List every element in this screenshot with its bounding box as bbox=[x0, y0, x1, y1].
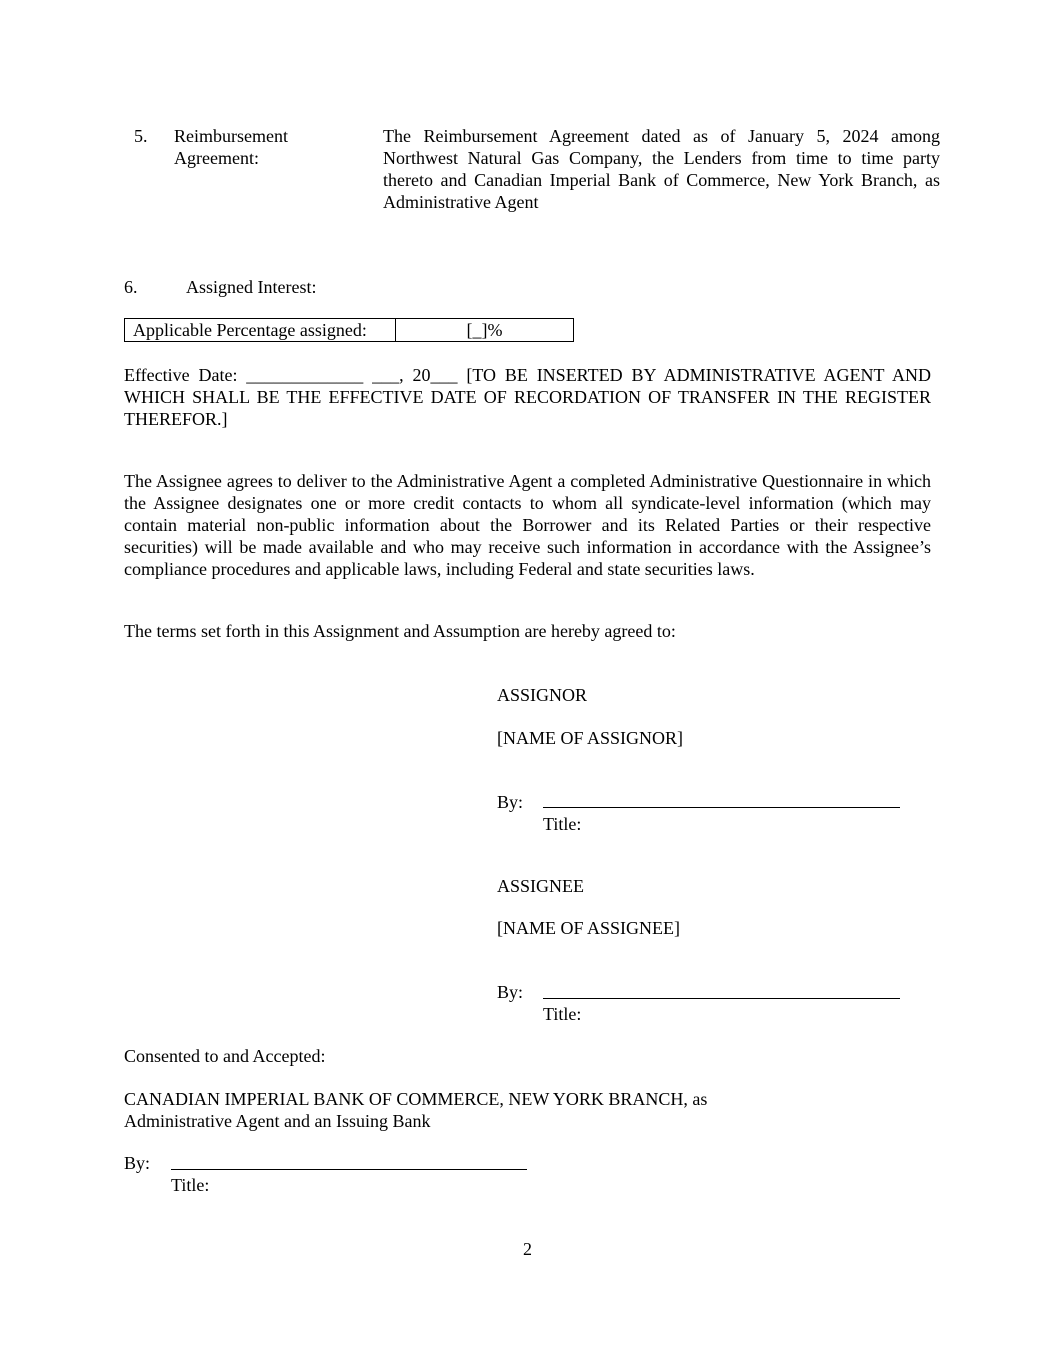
assignee-signature-line bbox=[543, 998, 900, 999]
applicable-percentage-value: [_]% bbox=[396, 319, 574, 342]
effective-date-paragraph: Effective Date: _____________ ___, 20___ [TO BE INSERTED BY ADMINISTRATIVE AGENT AND WHICH SHALL BE THE EFFECTIVE DATE OF RECORDATION OF TRANSFER IN THE REGISTER THEREFOR.] bbox=[124, 365, 931, 429]
consent-heading: Consented to and Accepted: bbox=[124, 1046, 326, 1066]
assignee-by-label: By: bbox=[497, 982, 524, 1002]
item-5-label-line1: Reimbursement bbox=[174, 126, 288, 146]
consent-signature-line bbox=[171, 1169, 527, 1170]
agreed-statement: The terms set forth in this Assignment and Assumption are hereby agreed to: bbox=[124, 621, 676, 641]
item-5-text: The Reimbursement Agreement dated as of January 5, 2024 among Northwest Natural Gas Company, the Lenders from time to time party thereto and Canadian Imperial Bank of Commerce, New York Branch, as Administrative Agent bbox=[383, 126, 940, 212]
applicable-percentage-label: Applicable Percentage assigned: bbox=[125, 319, 396, 342]
item-5-number: 5. bbox=[134, 126, 148, 146]
consent-by-label: By: bbox=[124, 1153, 151, 1173]
item-6-label: Assigned Interest: bbox=[186, 277, 317, 297]
consent-bank-line1: CANADIAN IMPERIAL BANK OF COMMERCE, NEW YORK BRANCH, as bbox=[124, 1089, 708, 1109]
item-5-label-line2: Agreement: bbox=[174, 148, 259, 168]
consent-title-label: Title: bbox=[171, 1175, 210, 1195]
assignor-name: [NAME OF ASSIGNOR] bbox=[497, 728, 684, 748]
assignee-name: [NAME OF ASSIGNEE] bbox=[497, 918, 681, 938]
questionnaire-paragraph: The Assignee agrees to deliver to the Administrative Agent a completed Administrative Questionnaire in which the Assignee designates one or more credit contacts to whom all syndicate-level information (which may contain material non-public information about the Borrower and its Related Parties or their respective securities) will be made available and who may receive such information in accordance with the Assignee’s compliance procedures and applicable laws, including Federal and state securities laws. bbox=[124, 471, 931, 579]
applicable-percentage-table bbox=[124, 318, 574, 342]
assignee-title-label: Title: bbox=[543, 1004, 582, 1024]
assignor-title-label: Title: bbox=[543, 814, 582, 834]
page-number: 2 bbox=[523, 1239, 532, 1259]
consent-bank-line2: Administrative Agent and an Issuing Bank bbox=[124, 1111, 431, 1131]
assignor-heading: ASSIGNOR bbox=[497, 685, 588, 705]
assignor-signature-line bbox=[543, 807, 900, 808]
item-6-number: 6. bbox=[124, 277, 138, 297]
assignor-by-label: By: bbox=[497, 792, 524, 812]
assignee-heading: ASSIGNEE bbox=[497, 876, 585, 896]
